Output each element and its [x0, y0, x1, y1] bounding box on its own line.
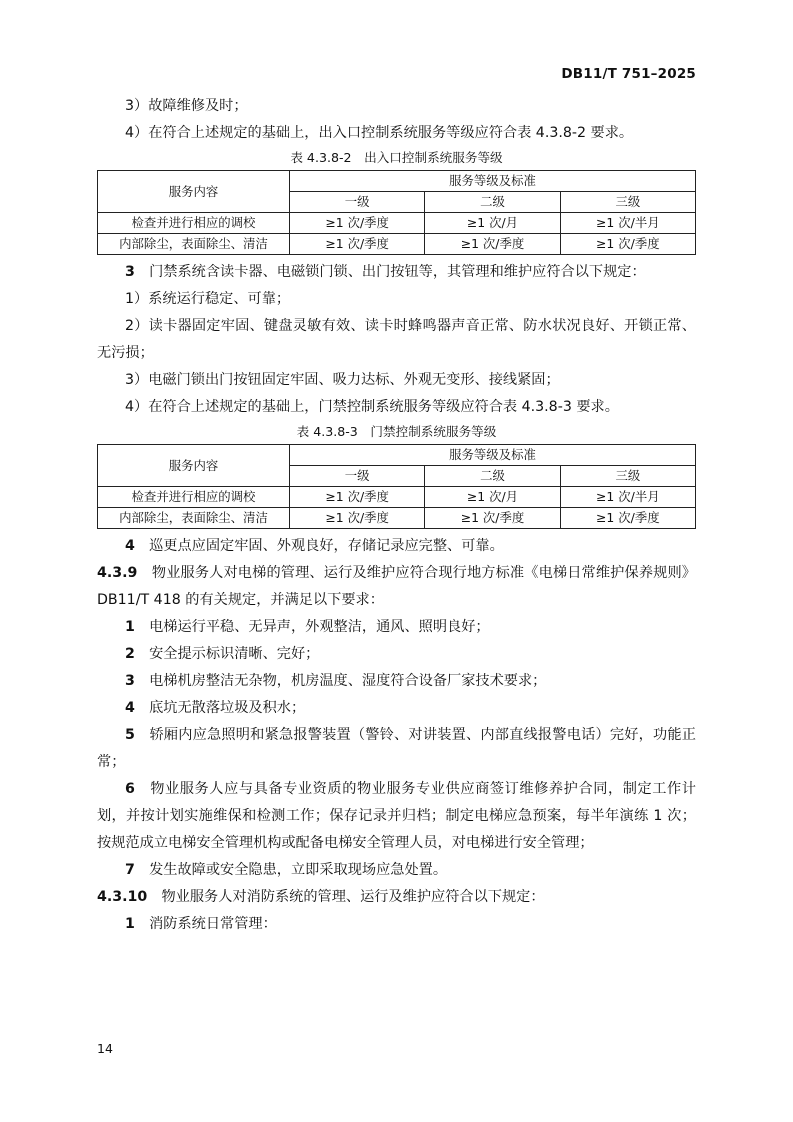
table-header-level: 三级 [560, 466, 695, 487]
clause-number: 5 [125, 727, 135, 743]
table-header-level: 一级 [290, 192, 425, 213]
table-header-service: 服务内容 [98, 445, 290, 487]
page-content [97, 93, 696, 938]
table-header-level: 二级 [425, 466, 560, 487]
clause-number: 3 [125, 673, 135, 689]
table-cell: ≥1 次/季度 [560, 508, 695, 529]
clause-text: 电梯运行平稳、无异声，外观整洁，通风、照明良好； [149, 619, 490, 635]
table-header-level: 一级 [290, 466, 425, 487]
list-item [97, 911, 696, 938]
page-number: 14 [97, 1041, 113, 1056]
table-cell: ≥1 次/月 [425, 487, 560, 508]
clause-text: 底坑无散落垃圾及积水； [149, 700, 306, 716]
document-id-header: DB11/T 751–2025 [561, 66, 696, 82]
table-caption: 表 4.3.8-2 出入口控制系统服务等级 [290, 150, 503, 165]
paragraph: 4）在符合上述规定的基础上，门禁控制系统服务等级应符合表 4.3.8-3 要求。 [125, 399, 619, 415]
table-header-group: 服务等级及标准 [290, 445, 696, 466]
clause-text: 门禁系统含读卡器、电磁锁门锁、出门按钮等，其管理和维护应符合以下规定： [149, 264, 646, 280]
clause-text: 电梯机房整洁无杂物，机房温度、湿度符合设备厂家技术要求； [149, 673, 547, 689]
paragraph: 1）系统运行稳定、可靠； [125, 291, 291, 307]
clause-text: 消防系统日常管理： [149, 916, 277, 932]
table-cell-service: 内部除尘，表面除尘、清洁 [98, 234, 290, 255]
table-header-service: 服务内容 [98, 171, 290, 213]
clause-number: 2 [125, 646, 135, 662]
clause-number: 4 [125, 538, 135, 554]
table-row [98, 213, 696, 234]
list-item [97, 776, 696, 857]
clause-text: 发生故障或安全隐患，立即采取现场应急处置。 [149, 862, 448, 878]
table-cell-service: 检查并进行相应的调校 [98, 213, 290, 234]
table-row [98, 234, 696, 255]
clause-text: 物业服务人应与具备专业资质的物业服务专业供应商签订维修养护合同，制定工作计划，并按计划实施维保和检测工作；保存记录并归档；制定电梯应急预案，每半年演练 1 次；按规范成立电梯安全管理机构或配备电梯安全管理人员，对电梯进行安全管理； [97, 781, 696, 851]
paragraph: 3）电磁门锁出门按钮固定牢固、吸力达标、外观无变形、接线紧固； [125, 372, 560, 388]
paragraph: 3）故障维修及时； [125, 98, 248, 114]
service-level-table-door-control [97, 444, 696, 529]
clause-number: 4 [125, 700, 135, 716]
paragraph: 4）在符合上述规定的基础上，出入口控制系统服务等级应符合表 4.3.8-2 要求。 [125, 125, 634, 141]
table-cell: ≥1 次/季度 [290, 213, 425, 234]
table-cell: ≥1 次/季度 [290, 234, 425, 255]
table-cell: ≥1 次/半月 [560, 487, 695, 508]
list-item [97, 668, 696, 695]
section-text: 物业服务人对电梯的管理、运行及维护应符合现行地方标准《电梯日常维护保养规则》DB11/T 418 的有关规定，并满足以下要求： [97, 565, 696, 608]
paragraph: 2）读卡器固定牢固、键盘灵敏有效、读卡时蜂鸣器声音正常、防水状况良好、开锁正常、无污损； [97, 318, 696, 361]
clause-number: 3 [125, 264, 135, 280]
service-level-table-access-control [97, 170, 696, 255]
section-number: 4.3.9 [97, 565, 138, 581]
clause-number: 1 [125, 916, 135, 932]
list-item [97, 614, 696, 641]
list-item [97, 641, 696, 668]
table-header-level: 二级 [425, 192, 560, 213]
clause-number: 1 [125, 619, 135, 635]
list-item [97, 695, 696, 722]
table-cell: ≥1 次/季度 [290, 508, 425, 529]
paragraph [97, 884, 696, 911]
clause-text: 巡更点应固定牢固、外观良好，存储记录应完整、可靠。 [149, 538, 504, 554]
paragraph [97, 259, 696, 286]
list-item [97, 857, 696, 884]
paragraph [97, 560, 696, 614]
paragraph [97, 533, 696, 560]
table-cell: ≥1 次/半月 [560, 213, 695, 234]
list-item [97, 722, 696, 776]
table-header-group: 服务等级及标准 [290, 171, 696, 192]
table-cell: ≥1 次/季度 [560, 234, 695, 255]
clause-text: 轿厢内应急照明和紧急报警装置（警铃、对讲装置、内部直线报警电话）完好，功能正常； [97, 727, 696, 770]
table-cell-service: 检查并进行相应的调校 [98, 487, 290, 508]
clause-text: 安全提示标识清晰、完好； [149, 646, 320, 662]
table-cell-service: 内部除尘，表面除尘、清洁 [98, 508, 290, 529]
table-cell: ≥1 次/月 [425, 213, 560, 234]
table-cell: ≥1 次/季度 [425, 234, 560, 255]
table-caption: 表 4.3.8-3 门禁控制系统服务等级 [296, 424, 497, 439]
table-header-level: 三级 [560, 192, 695, 213]
table-row [98, 508, 696, 529]
section-number: 4.3.10 [97, 889, 148, 905]
table-row [98, 487, 696, 508]
clause-number: 7 [125, 862, 135, 878]
section-text: 物业服务人对消防系统的管理、运行及维护应符合以下规定： [161, 889, 545, 905]
table-cell: ≥1 次/季度 [425, 508, 560, 529]
clause-number: 6 [125, 781, 135, 797]
table-cell: ≥1 次/季度 [290, 487, 425, 508]
